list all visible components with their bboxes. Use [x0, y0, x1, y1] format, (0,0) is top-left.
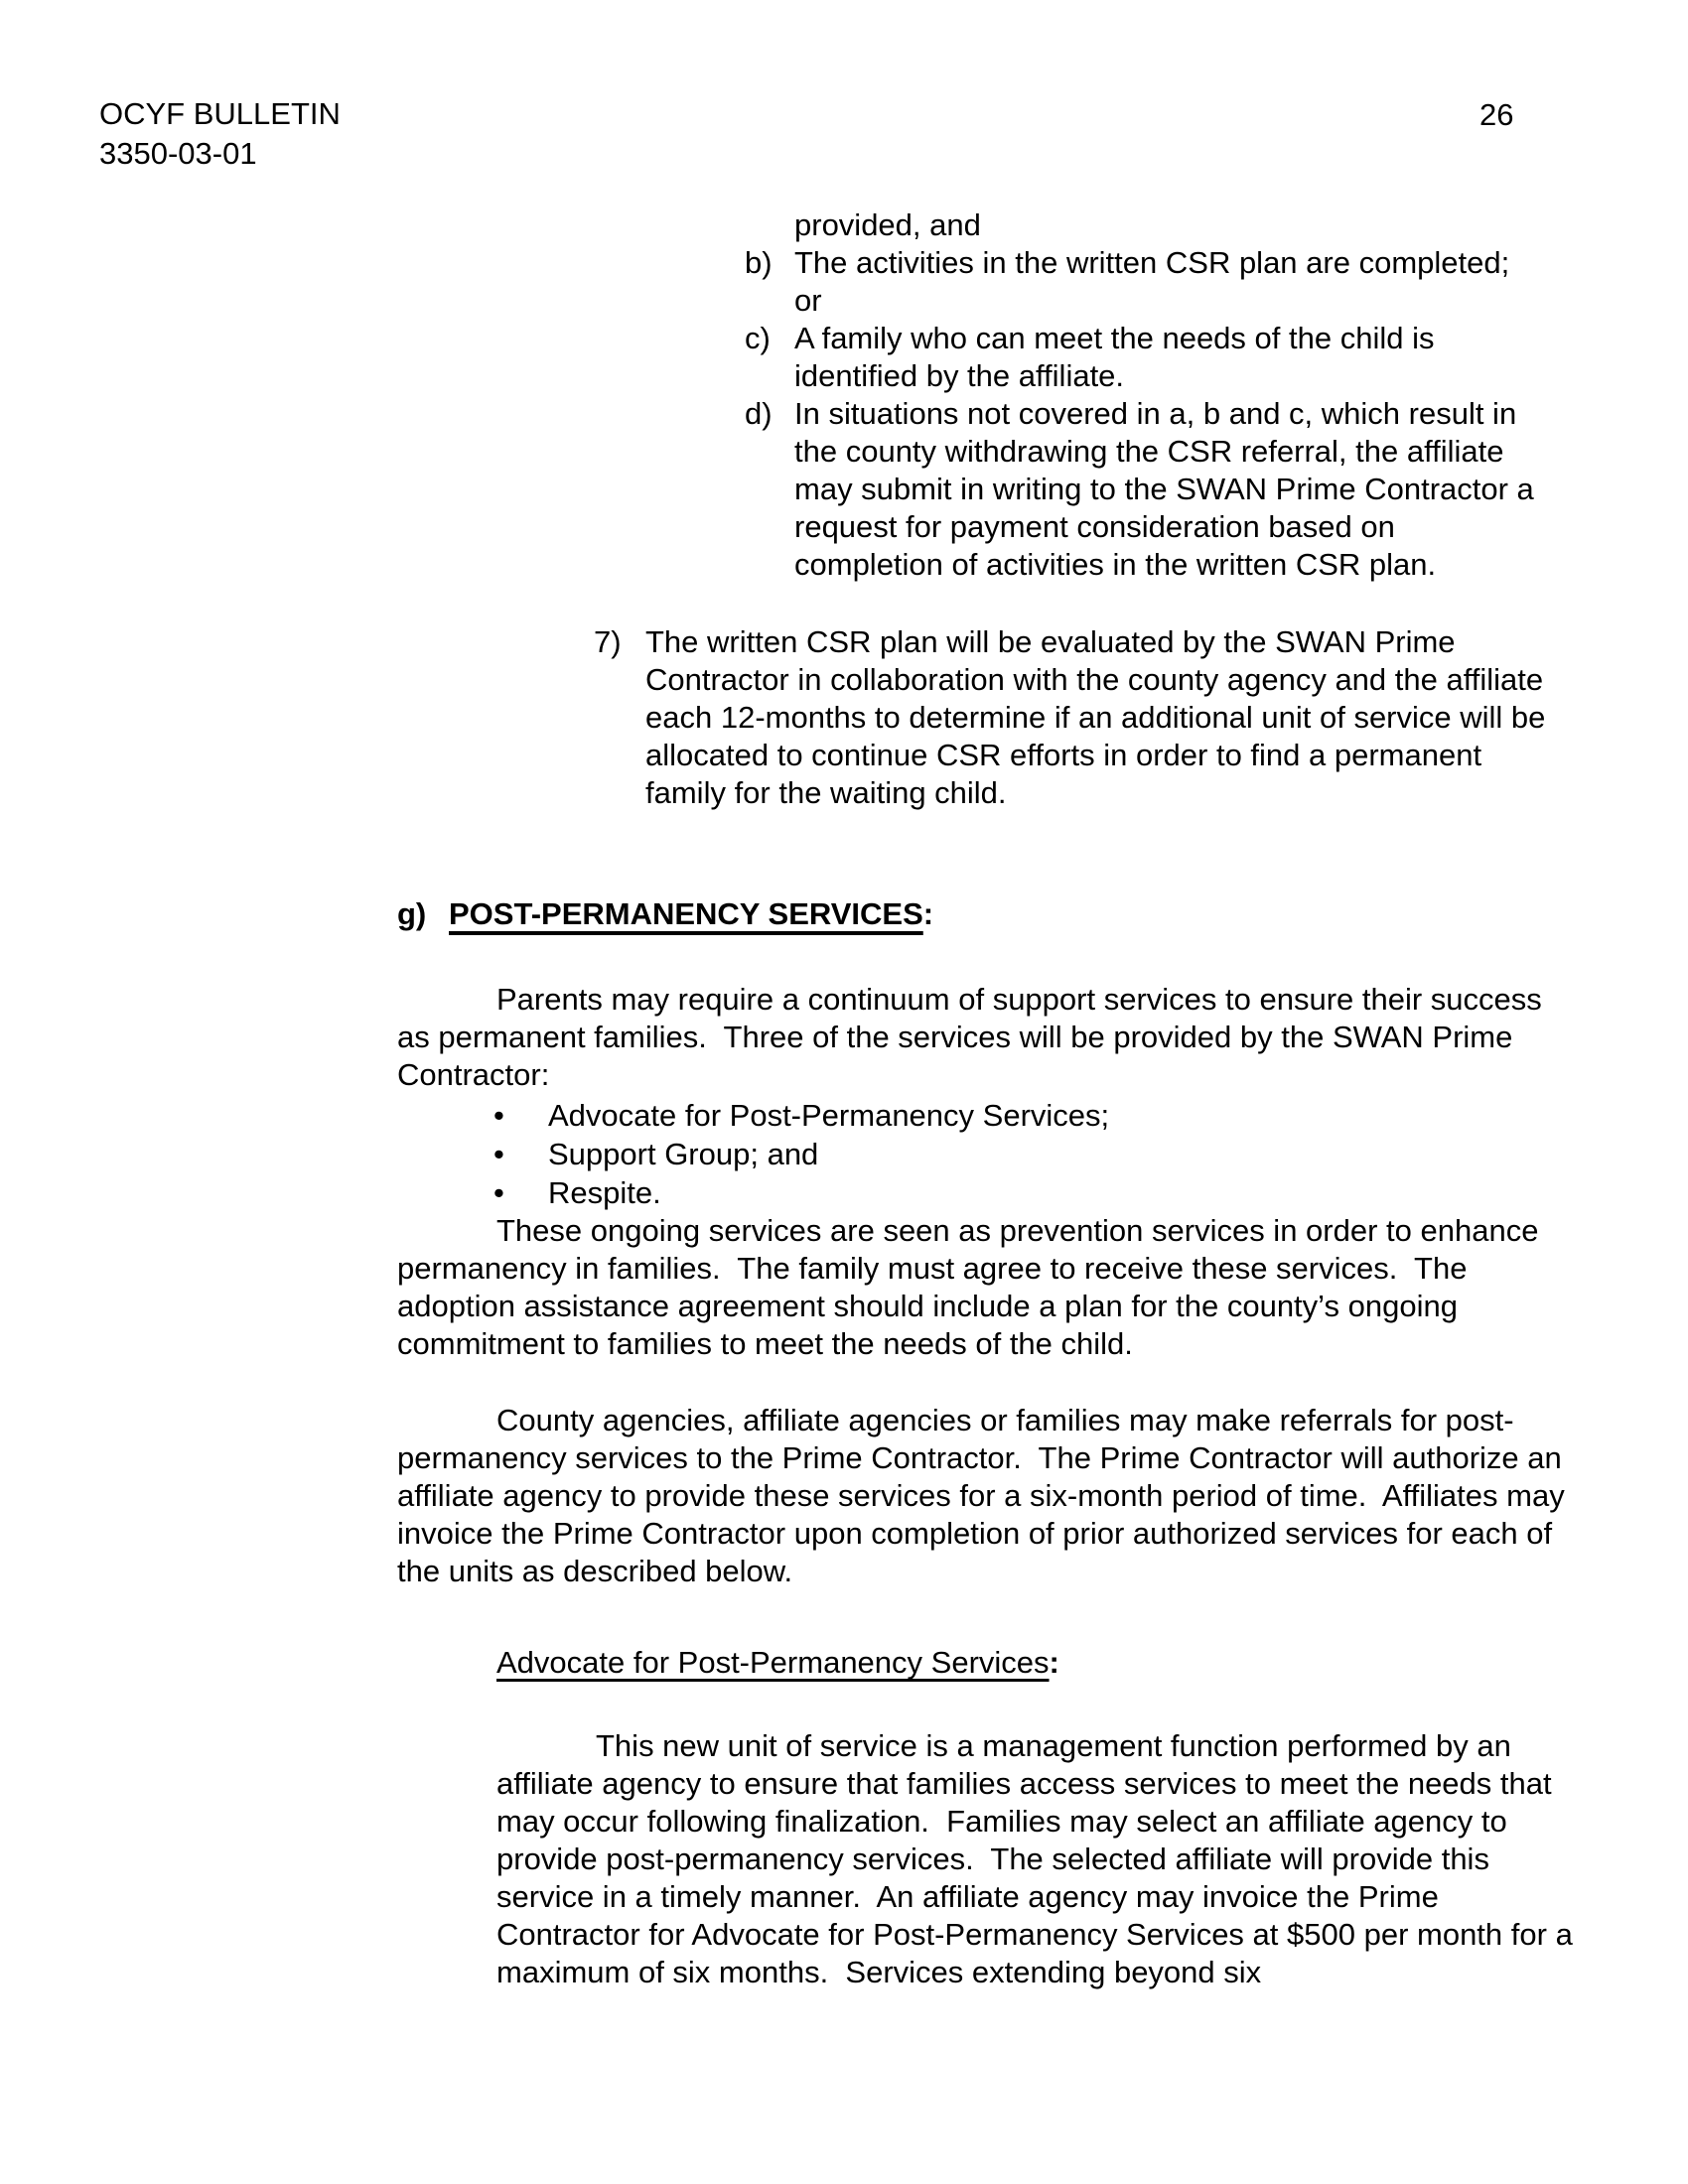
list-item-7 — [594, 623, 1555, 812]
bullet-text: Respite. — [548, 1175, 661, 1210]
list-marker: 7) — [594, 624, 622, 659]
list-item-b — [745, 244, 1545, 320]
bullet-text: Advocate for Post-Permanency Services; — [548, 1098, 1110, 1133]
page-number: 26 — [1479, 97, 1514, 132]
bullet-icon: • — [493, 1098, 504, 1133]
heading-colon: : — [1049, 1645, 1059, 1680]
list-item-text: The activities in the written CSR plan are completed; or — [794, 245, 1518, 318]
bullet-icon: • — [493, 1175, 504, 1210]
bulletin-title: OCYF BULLETIN — [99, 96, 341, 131]
list-item-c — [745, 320, 1545, 395]
bullet-text: Support Group; and — [548, 1137, 819, 1171]
page-header — [99, 94, 341, 174]
list-item-text: The written CSR plan will be evaluated by the SWAN Prime Contractor in collaboration with the county agency and the affiliate each 12-months to determine if an additional unit of service will be allocated to continue CSR efforts in order to find a permanent family for the waiting child. — [645, 624, 1555, 810]
bullet-list — [493, 1096, 1109, 1212]
advocate-heading-text: Advocate for Post-Permanency Services — [496, 1645, 1050, 1680]
bullet-item — [493, 1096, 1109, 1135]
list-marker: d) — [745, 396, 773, 431]
advocate-heading — [496, 1644, 1059, 1682]
continuation-line: provided, and — [794, 207, 981, 242]
section-g-heading — [397, 895, 933, 933]
list-item-text: A family who can meet the needs of the child is identified by the affiliate. — [794, 321, 1444, 393]
referrals-paragraph: County agencies, affiliate agencies or families may make referrals for post-permanency services to the Prime Contractor. The Prime Contractor will authorize an affiliate agency to provide these services for a six-month period of time. Affiliates may invoice the Prime Contractor upon completion of prior authorized services for each of the units as described below. — [397, 1403, 1574, 1588]
list-item-d — [745, 395, 1545, 584]
section-marker: g) — [397, 896, 427, 931]
list-marker: b) — [745, 245, 773, 280]
list-item-text: In situations not covered in a, b and c, which result in the county withdrawing the CSR referral, the affiliate may submit in writing to the SWAN Prime Contractor a request for payment consideration based on completion of activities in the written CSR plan. — [794, 396, 1543, 582]
section-heading-text: POST-PERMANENCY SERVICES — [449, 896, 923, 931]
heading-colon: : — [922, 896, 934, 931]
bulletin-number: 3350-03-01 — [99, 136, 257, 171]
bullet-item — [493, 1135, 1109, 1173]
advocate-paragraph: This new unit of service is a management function performed by an affiliate agency to ensure that families access services to meet the needs that may occur following finalization. Families may select an affiliate agency to provide post-permanency services. The selected affiliate will provide this service in a timely manner. An affiliate agency may invoice the Prime Contractor for Advocate for Post-Permanency Services at $500 per month for a maximum of six months. Services extending beyond six — [496, 1728, 1582, 1989]
intro-paragraph: Parents may require a continuum of support services to ensure their success as permanent families. Three of the services will be provided by the SWAN Prime Contractor: — [397, 982, 1551, 1092]
bullet-item — [493, 1173, 1109, 1212]
outline-list-bcd — [745, 206, 1545, 584]
ongoing-services-paragraph: These ongoing services are seen as prevention services in order to enhance permanency in families. The family must agree to receive these services. The adoption assistance agreement should include a plan for the county’s ongoing commitment to families to meet the needs of the child. — [397, 1213, 1548, 1361]
bullet-icon: • — [493, 1137, 504, 1171]
list-marker: c) — [745, 321, 771, 355]
